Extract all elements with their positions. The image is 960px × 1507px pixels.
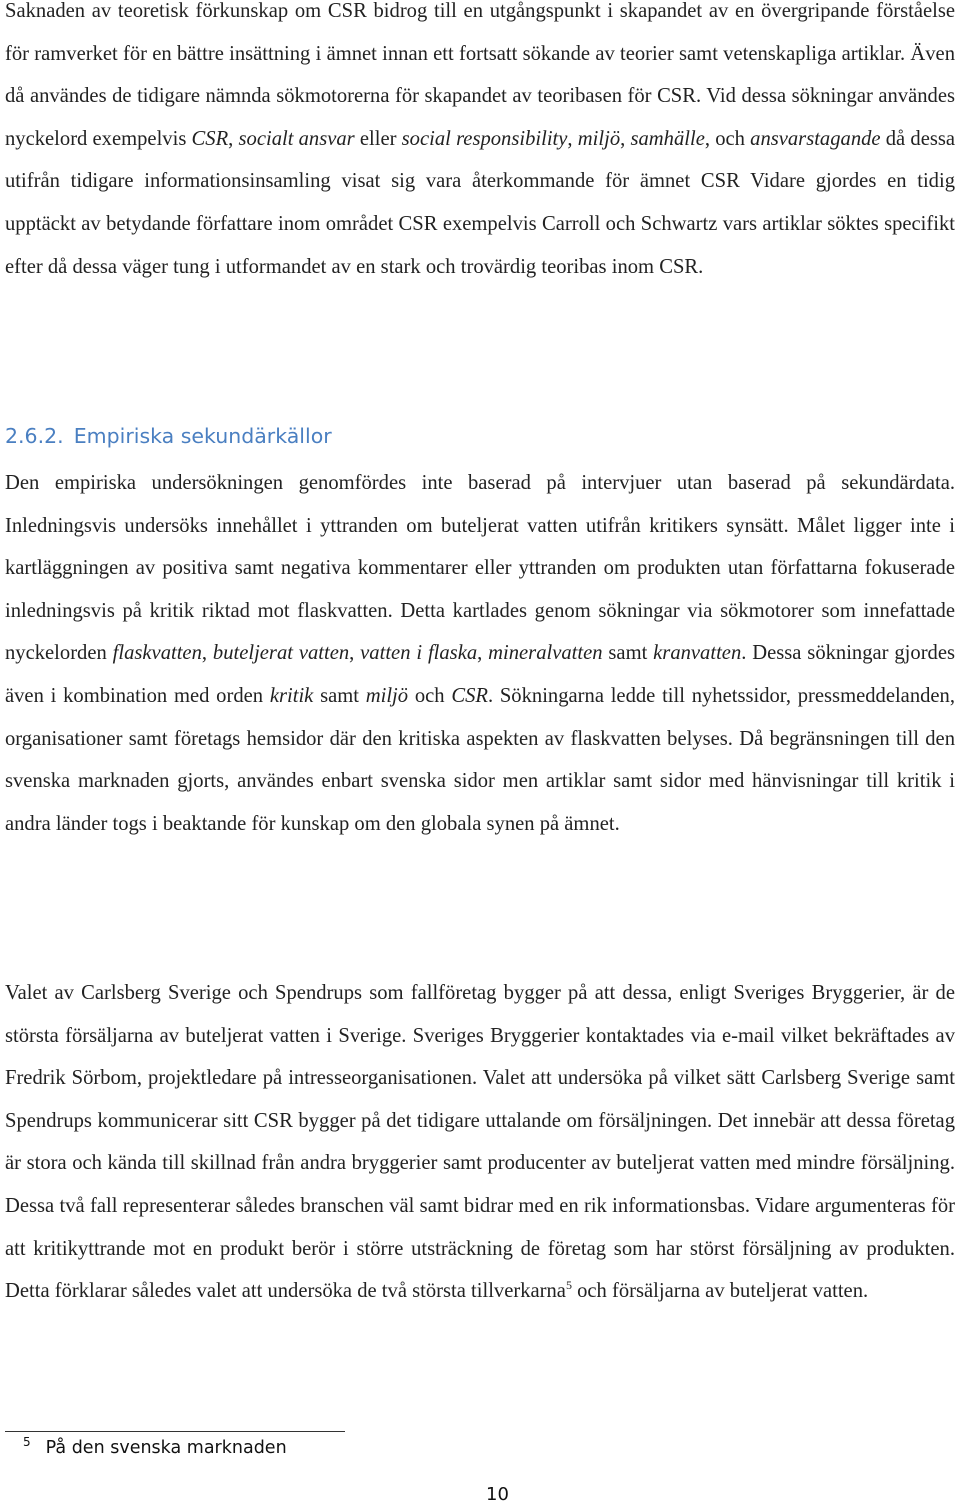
text-run: , [228, 127, 239, 150]
text-run: Den empiriska undersökningen genomfördes inte baserad på intervjuer utan baserad på sekundärdata. Inledningsvis undersöks innehållet i yttranden om buteljerat vatten utifrån kritikers synsätt. Målet ligger inte i kartläggningen av positiva samt negativa kommentarer eller yttranden om produkten utan författarna fokuserade inledningsvis på kritik riktad mot flaskvatten. Detta kartlades genom sökningar via sökmotorer som innefattade nyckelorden [5, 472, 955, 665]
text-run: och [408, 684, 452, 707]
keyword: buteljerat vatten [212, 642, 350, 665]
text-run: , [567, 127, 578, 150]
footnote [23, 1435, 287, 1458]
keyword: mineralvatten [488, 642, 603, 665]
section-number: 2.6.2. [5, 424, 64, 448]
text-run: , [620, 127, 631, 150]
text-run: , [201, 642, 213, 665]
text-run: och försäljarna av buteljerat vatten. [571, 1280, 869, 1303]
text-run: då dessa utifrån tidigare informationsinsamling visat sig vara återkommande för ämnet CSR Vidare gjordes en tidig upptäckt av betydande författare inom området CSR exempelvis Carroll och Schwartz vars artiklar söktes specifikt efter då dessa väger tung i utformandet av en stark och trovärdig teoribas inom CSR. [5, 127, 956, 278]
footnote-text: På den svenska marknaden [45, 1438, 287, 1458]
keyword: socialt ansvar [238, 127, 355, 150]
text-run: . Sökningarna ledde till nyhetssidor, pressmeddelanden, organisationer samt företags hemsidor där den kritiska aspekten av flaskvatten belyses. Då begränsningen till den svenska marknaden gjorts, användes enbart svenska sidor men artiklar samt sidor med hänvisningar till kritik i andra länder togs i beaktande för kunskap om den globala synen på ämnet. [5, 684, 955, 835]
keyword: CSR [191, 127, 229, 150]
paragraph-theory-search [5, 0, 955, 288]
text-run: Valet av Carlsberg Sverige och Spendrups som fallföretag bygger på att dessa, enligt Sveriges Bryggerier, är de största försäljarna av buteljerat vatten i Sverige. Sveriges Bryggerier kontaktades via e-mail vilket bekräftades av Fredrik Sörbom, projektledare på intresseorganisationen. Valet att undersöka på vilket sätt Carlsberg Sverige samt Spendrups kommunicerar sitt CSR bygger på det tidigare uttalande om försäljningen. Det innebär att dessa företag är stora och kända till skillnad från andra bryggerier samt producenter av buteljerat vatten med mindre försäljning. Dessa två fall representerar således branschen väl samt bidrar med en rik informationsbas. Vidare argumenteras för att kritikyttrande mot en produkt berör i större utsträckning de företag som har störst försäljning av produkten. Detta förklarar således valet att undersöka de två största tillverkarna [5, 982, 955, 1303]
page-number: 10 [486, 1484, 509, 1505]
text-run: , [477, 642, 489, 665]
section-title: Empiriska sekundärkällor [73, 424, 332, 448]
footnote-reference[interactable]: 5 [565, 1278, 572, 1293]
keyword: ansvarstagande [750, 127, 881, 150]
footnote-divider [5, 1431, 345, 1432]
keyword: vatten i flaska [360, 642, 478, 665]
text-run: , och [704, 127, 751, 150]
keyword: miljö [577, 127, 621, 150]
footnote-number: 5 [23, 1435, 31, 1450]
keyword: CSR [451, 684, 488, 707]
paragraph-case-selection [5, 972, 955, 1313]
section-heading [5, 424, 332, 448]
keyword: miljö [365, 684, 409, 707]
text-run: Saknaden av teoretisk förkunskap om CSR bidrog till en utgångspunkt i skapandet av en övergripande förståelse för ramverket för en bättre insättning i ämnet innan ett fortsatt sökande av teorier samt vetenskapliga artiklar. Även då användes de tidigare nämnda sökmotorerna för skapandet av teoribasen för CSR. Vid dessa sökningar användes nyckelord exempelvis [5, 0, 955, 150]
text-run: samt [313, 684, 366, 707]
keyword: kranvatten [653, 642, 742, 665]
text-run: . Dessa sökningar gjordes även i kombination med orden [5, 642, 956, 707]
keyword: social responsibility [401, 127, 568, 150]
text-run: samt [602, 642, 654, 665]
keyword: samhälle [630, 127, 705, 150]
paragraph-empirical-sources [5, 462, 955, 845]
keyword: kritik [269, 684, 314, 707]
text-run: , [349, 642, 361, 665]
keyword: flaskvatten [112, 642, 202, 665]
text-run: eller [354, 127, 402, 150]
